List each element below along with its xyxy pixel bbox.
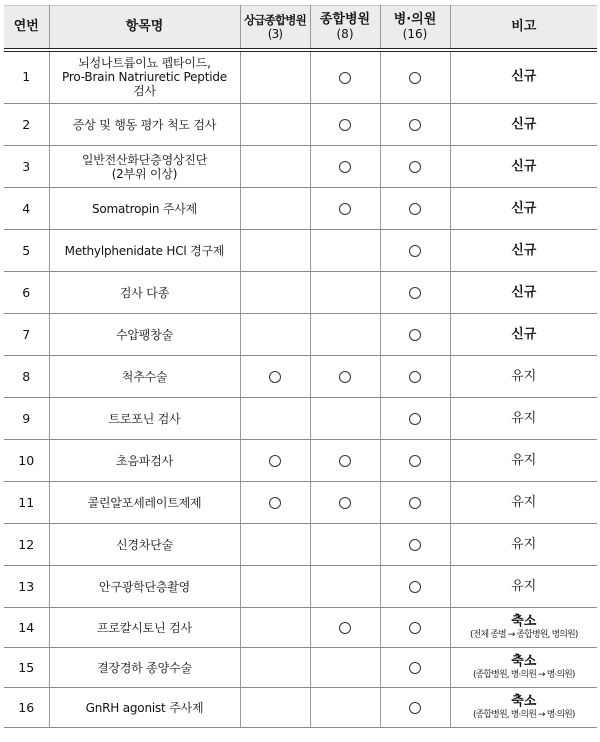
status-label: 축소 <box>511 653 537 669</box>
circle-mark-icon <box>409 371 421 383</box>
header-general-hospital <box>310 6 380 50</box>
circle-mark-icon <box>339 203 351 215</box>
tier3-applicable-cell <box>380 688 450 728</box>
tier1-applicable-cell <box>240 566 310 608</box>
table-row <box>4 608 597 648</box>
note-cell <box>450 440 597 482</box>
table-row <box>4 230 597 272</box>
circle-mark-icon <box>409 329 421 341</box>
table-row <box>4 50 597 104</box>
row-number: 3 <box>4 146 49 188</box>
item-name: 검사 다종 <box>49 272 240 314</box>
row-number: 2 <box>4 104 49 146</box>
circle-mark-icon <box>409 203 421 215</box>
item-name: 신경차단술 <box>49 524 240 566</box>
tier3-applicable-cell <box>380 104 450 146</box>
tier2-applicable-cell <box>310 50 380 104</box>
tier1-applicable-cell <box>240 398 310 440</box>
status-label: 신규 <box>511 116 537 132</box>
row-number: 12 <box>4 524 49 566</box>
status-label: 유지 <box>511 452 537 468</box>
status-label: 신규 <box>511 158 537 174</box>
tier3-applicable-cell <box>380 272 450 314</box>
item-name: Somatropin 주사제 <box>49 188 240 230</box>
header-tertiary-label: 상급종합병원 <box>244 12 306 27</box>
note-cell <box>450 608 597 648</box>
header-general-label: 종합병원 <box>319 11 371 27</box>
table-row <box>4 104 597 146</box>
circle-mark-icon <box>409 539 421 551</box>
item-name: 콜린알포세레이트제제 <box>49 482 240 524</box>
table-row <box>4 356 597 398</box>
status-label: 신규 <box>511 200 537 216</box>
note-cell <box>450 648 597 688</box>
tier1-applicable-cell <box>240 230 310 272</box>
status-label: 유지 <box>511 368 537 384</box>
table-row <box>4 272 597 314</box>
circle-mark-icon <box>409 497 421 509</box>
item-name <box>49 146 240 188</box>
tier2-applicable-cell <box>310 566 380 608</box>
tier1-applicable-cell <box>240 440 310 482</box>
tier2-applicable-cell <box>310 272 380 314</box>
item-name: 수압팽창술 <box>49 314 240 356</box>
table-row <box>4 188 597 230</box>
status-label: 신규 <box>511 284 537 300</box>
tier3-applicable-cell <box>380 50 450 104</box>
item-name: 초음파검사 <box>49 440 240 482</box>
tier3-applicable-cell <box>380 188 450 230</box>
item-name-line: 뇌성나트륨이뇨 펩타이드, <box>78 56 211 71</box>
header-tertiary-count: (3) <box>267 26 283 41</box>
row-number: 13 <box>4 566 49 608</box>
tier2-applicable-cell <box>310 688 380 728</box>
header-clinic <box>380 6 450 50</box>
status-detail: (종합병원, 병·의원 → 병·의원) <box>472 669 575 680</box>
circle-mark-icon <box>409 161 421 173</box>
row-number: 4 <box>4 188 49 230</box>
tier1-applicable-cell <box>240 50 310 104</box>
header-no: 연번 <box>4 6 49 50</box>
note-cell <box>450 50 597 104</box>
circle-mark-icon <box>269 497 281 509</box>
tier3-applicable-cell <box>380 314 450 356</box>
note-cell <box>450 398 597 440</box>
item-name: GnRH agonist 주사제 <box>49 688 240 728</box>
row-number: 16 <box>4 688 49 728</box>
table-header-row <box>4 6 597 50</box>
tier1-applicable-cell <box>240 356 310 398</box>
row-number: 5 <box>4 230 49 272</box>
tier2-applicable-cell <box>310 482 380 524</box>
circle-mark-icon <box>269 371 281 383</box>
item-name: Methylphenidate HCl 경구제 <box>49 230 240 272</box>
circle-mark-icon <box>409 702 421 714</box>
tier3-applicable-cell <box>380 608 450 648</box>
item-name: 안구광학단층촬영 <box>49 566 240 608</box>
tier2-applicable-cell <box>310 608 380 648</box>
item-name: 결장경하 종양수술 <box>49 648 240 688</box>
status-label: 유지 <box>511 410 537 426</box>
header-name: 항목명 <box>49 6 240 50</box>
circle-mark-icon <box>409 287 421 299</box>
note-cell <box>450 356 597 398</box>
circle-mark-icon <box>269 455 281 467</box>
row-number: 9 <box>4 398 49 440</box>
tier1-applicable-cell <box>240 648 310 688</box>
table-row <box>4 314 597 356</box>
row-number: 15 <box>4 648 49 688</box>
header-clinic-label: 병·의원 <box>393 11 437 27</box>
header-general-count: (8) <box>336 26 354 41</box>
tier1-applicable-cell <box>240 314 310 356</box>
row-number: 10 <box>4 440 49 482</box>
tier1-applicable-cell <box>240 608 310 648</box>
tier2-applicable-cell <box>310 440 380 482</box>
table-row <box>4 482 597 524</box>
circle-mark-icon <box>339 455 351 467</box>
tier3-applicable-cell <box>380 440 450 482</box>
row-number: 1 <box>4 50 49 104</box>
tier2-applicable-cell <box>310 398 380 440</box>
circle-mark-icon <box>409 413 421 425</box>
status-detail: (종합병원, 병·의원 → 병·의원) <box>472 709 575 720</box>
tier1-applicable-cell <box>240 482 310 524</box>
status-label: 신규 <box>511 326 537 342</box>
row-number: 14 <box>4 608 49 648</box>
header-tertiary-hospital <box>240 6 310 50</box>
note-cell <box>450 272 597 314</box>
item-name-line: (2부위 이상) <box>111 166 178 181</box>
tier3-applicable-cell <box>380 566 450 608</box>
tier2-applicable-cell <box>310 356 380 398</box>
circle-mark-icon <box>339 161 351 173</box>
status-label: 신규 <box>511 242 537 258</box>
item-name: 프로칼시토닌 검사 <box>49 608 240 648</box>
item-name: 트로포닌 검사 <box>49 398 240 440</box>
circle-mark-icon <box>409 622 421 634</box>
note-cell <box>450 104 597 146</box>
table-row <box>4 440 597 482</box>
note-cell <box>450 188 597 230</box>
note-cell <box>450 524 597 566</box>
note-cell <box>450 314 597 356</box>
tier2-applicable-cell <box>310 648 380 688</box>
item-name-line: Pro-Brain Natriuretic Peptide <box>62 70 227 85</box>
tier2-applicable-cell <box>310 230 380 272</box>
status-detail: (전체 종별 → 종합병원, 병의원) <box>470 629 578 640</box>
circle-mark-icon <box>409 72 421 84</box>
tier1-applicable-cell <box>240 104 310 146</box>
note-cell <box>450 566 597 608</box>
circle-mark-icon <box>339 371 351 383</box>
circle-mark-icon <box>339 497 351 509</box>
tier2-applicable-cell <box>310 146 380 188</box>
circle-mark-icon <box>339 72 351 84</box>
item-name: 증상 및 행동 평가 척도 검사 <box>49 104 240 146</box>
row-number: 8 <box>4 356 49 398</box>
row-number: 6 <box>4 272 49 314</box>
status-label: 유지 <box>511 536 537 552</box>
row-number: 11 <box>4 482 49 524</box>
table-row <box>4 524 597 566</box>
item-name-line: 검사 <box>133 84 156 99</box>
tier3-applicable-cell <box>380 648 450 688</box>
tier1-applicable-cell <box>240 188 310 230</box>
tier3-applicable-cell <box>380 398 450 440</box>
hospital-tier-items-table <box>4 5 597 728</box>
status-label: 축소 <box>511 613 537 629</box>
status-label: 유지 <box>511 494 537 510</box>
tier1-applicable-cell <box>240 146 310 188</box>
table-row <box>4 648 597 688</box>
tier2-applicable-cell <box>310 104 380 146</box>
table-row <box>4 688 597 728</box>
note-cell <box>450 230 597 272</box>
item-name-line: 일반전산화단층영상진단 <box>81 152 208 167</box>
row-number: 7 <box>4 314 49 356</box>
tier2-applicable-cell <box>310 314 380 356</box>
tier2-applicable-cell <box>310 188 380 230</box>
status-label: 축소 <box>511 693 537 709</box>
tier3-applicable-cell <box>380 230 450 272</box>
tier1-applicable-cell <box>240 524 310 566</box>
status-label: 신규 <box>511 69 537 85</box>
note-cell <box>450 482 597 524</box>
table-row <box>4 566 597 608</box>
tier3-applicable-cell <box>380 356 450 398</box>
tier3-applicable-cell <box>380 146 450 188</box>
table-row <box>4 398 597 440</box>
item-name: 척추수술 <box>49 356 240 398</box>
header-note: 비고 <box>450 6 597 50</box>
circle-mark-icon <box>409 455 421 467</box>
item-name <box>49 50 240 104</box>
note-cell <box>450 146 597 188</box>
tier1-applicable-cell <box>240 688 310 728</box>
circle-mark-icon <box>409 245 421 257</box>
status-label: 유지 <box>511 578 537 594</box>
tier1-applicable-cell <box>240 272 310 314</box>
table-row <box>4 146 597 188</box>
circle-mark-icon <box>409 581 421 593</box>
circle-mark-icon <box>339 622 351 634</box>
tier2-applicable-cell <box>310 524 380 566</box>
circle-mark-icon <box>409 662 421 674</box>
tier3-applicable-cell <box>380 524 450 566</box>
circle-mark-icon <box>409 119 421 131</box>
table-body <box>4 50 597 728</box>
tier3-applicable-cell <box>380 482 450 524</box>
header-clinic-count: (16) <box>402 26 428 41</box>
note-cell <box>450 688 597 728</box>
circle-mark-icon <box>339 119 351 131</box>
